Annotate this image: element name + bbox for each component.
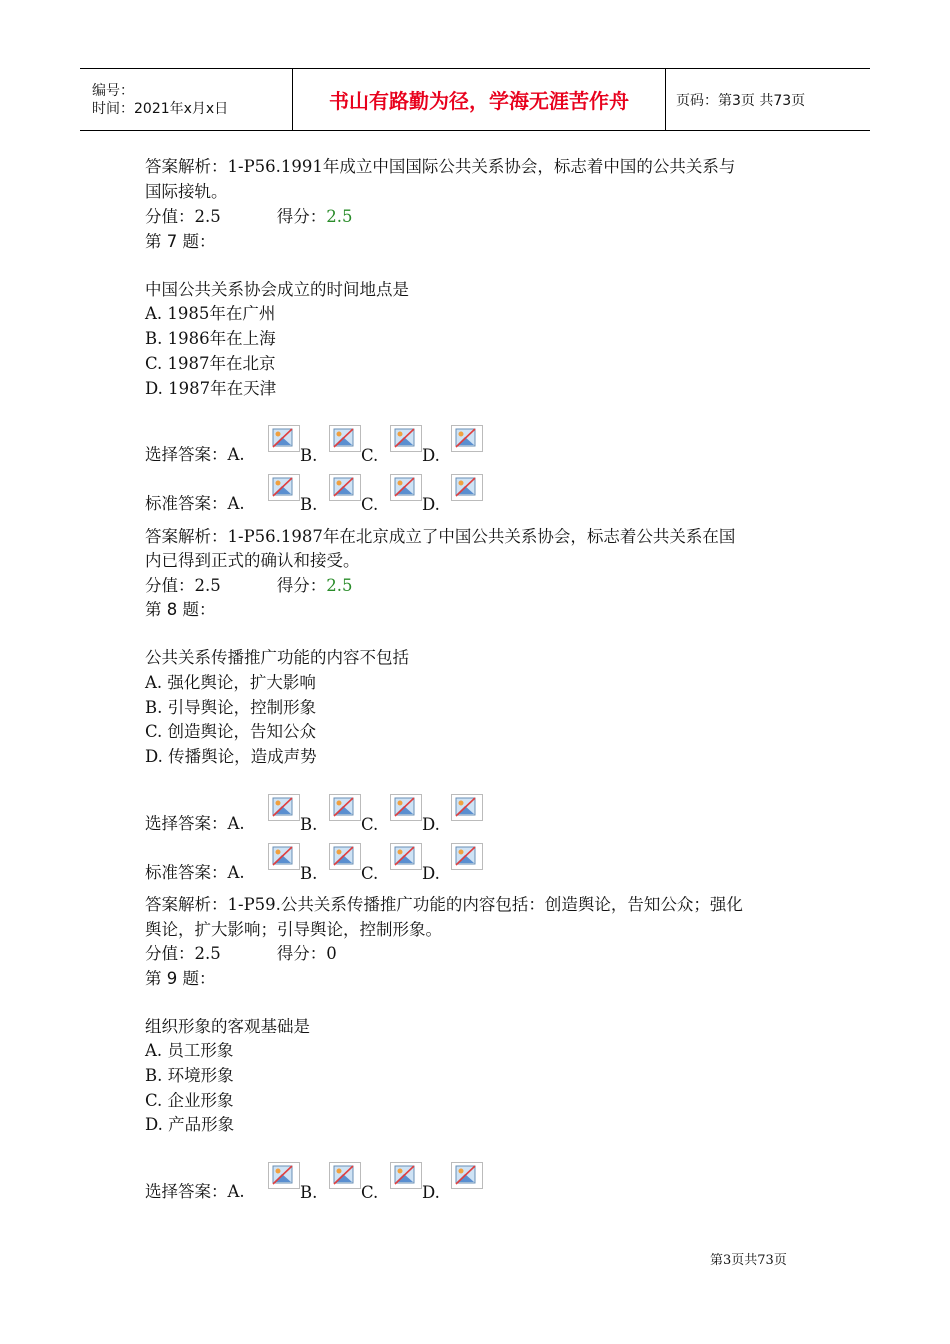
broken-image-icon[interactable] [451,794,483,821]
broken-image-icon[interactable] [390,474,422,501]
option-letter: B. [300,1183,318,1202]
option-letter: D. [422,495,440,514]
q6-score [145,205,353,229]
got-value: 2.5 [326,576,353,595]
got-value: 2.5 [326,207,353,226]
option-letter: B. [300,495,318,514]
option-letter: D. [422,864,440,883]
motto-text: 书山有路勤为径，学海无涯苦作舟 [329,89,629,113]
broken-image-icon[interactable] [451,474,483,501]
q8-option-c: C. 创造舆论，告知公众 [145,722,317,741]
got-value: 0 [326,944,337,963]
q8-explanation-2: 舆论，扩大影响；引导舆论，控制形象。 [145,920,442,939]
score-label: 分值：2.5 [145,576,221,595]
q9-option-a: A. 员工形象 [145,1041,234,1060]
option-letter: C. [361,446,379,465]
option-letter: D. [422,446,440,465]
broken-image-icon[interactable] [268,1162,300,1189]
option-letter: C. [361,815,379,834]
broken-image-icon[interactable] [390,1162,422,1189]
broken-image-icon[interactable] [451,425,483,452]
q8-score [145,942,337,966]
q9-option-d: D. 产品形象 [145,1115,235,1134]
select-answer-label: 选择答案：A. [145,814,245,833]
q7-explanation-1: 答案解析：1-P56.1987年在北京成立了中国公共关系协会，标志着公共关系在国 [145,527,736,546]
q7-score [145,574,353,598]
q8-option-d: D. 传播舆论，造成声势 [145,747,317,766]
option-letter: B. [300,446,318,465]
broken-image-icon[interactable] [329,425,361,452]
broken-image-icon[interactable] [390,794,422,821]
broken-image-icon[interactable] [390,425,422,452]
q8-explanation-1: 答案解析：1-P59.公共关系传播推广功能的内容包括：创造舆论，告知公众；强化 [145,895,743,914]
broken-image-icon[interactable] [268,425,300,452]
option-letter: D. [422,815,440,834]
broken-image-icon[interactable] [268,843,300,870]
broken-image-icon[interactable] [329,474,361,501]
q7-option-a: A. 1985年在广州 [145,304,276,323]
score-label: 分值：2.5 [145,944,221,963]
q7-label: 第 7 题： [145,232,216,251]
standard-answer-label: 标准答案：A. [145,494,245,513]
broken-image-icon[interactable] [268,474,300,501]
broken-image-icon[interactable] [329,794,361,821]
got-label: 得分： [276,944,327,963]
header-meta [80,69,292,130]
option-letter: B. [300,864,318,883]
q9-stem: 组织形象的客观基础是 [145,1017,310,1036]
standard-answer-label: 标准答案：A. [145,863,245,882]
q6-explanation-2: 国际接轨。 [145,182,228,201]
q7-explanation-2: 内已得到正式的确认和接受。 [145,551,360,570]
option-letter: C. [361,495,379,514]
time-label: 时间：2021年x月x日 [92,100,229,117]
q9-option-c: C. 企业形象 [145,1091,234,1110]
broken-image-icon[interactable] [451,843,483,870]
broken-image-icon[interactable] [329,1162,361,1189]
option-letter: C. [361,864,379,883]
page-label: 页码：第3页 共73页 [676,92,806,109]
option-letter: B. [300,815,318,834]
q8-option-b: B. 引导舆论，控制形象 [145,698,317,717]
q9-label: 第 9 题： [145,969,216,988]
select-answer-label: 选择答案：A. [145,1182,245,1201]
score-label: 分值：2.5 [145,207,221,226]
header-motto [292,69,666,130]
q9-option-b: B. 环境形象 [145,1066,234,1085]
broken-image-icon[interactable] [329,843,361,870]
option-letter: D. [422,1183,440,1202]
serial-label: 编号： [92,82,134,99]
q6-explanation-1: 答案解析：1-P56.1991年成立中国国际公共关系协会，标志着中国的公共关系与 [145,157,736,176]
got-label: 得分： [276,576,327,595]
broken-image-icon[interactable] [451,1162,483,1189]
option-letter: C. [361,1183,379,1202]
broken-image-icon[interactable] [390,843,422,870]
q8-label: 第 8 题： [145,600,216,619]
q8-option-a: A. 强化舆论，扩大影响 [145,673,316,692]
q8-stem: 公共关系传播推广功能的内容不包括 [145,648,409,667]
page-header [80,68,870,131]
page-footer: 第3页共73页 [710,1253,787,1268]
q7-stem: 中国公共关系协会成立的时间地点是 [145,280,409,299]
broken-image-icon[interactable] [268,794,300,821]
q7-option-b: B. 1986年在上海 [145,329,276,348]
q7-option-d: D. 1987年在天津 [145,379,277,398]
got-label: 得分： [276,207,327,226]
header-page [666,69,870,130]
q7-option-c: C. 1987年在北京 [145,354,276,373]
select-answer-label: 选择答案：A. [145,445,245,464]
